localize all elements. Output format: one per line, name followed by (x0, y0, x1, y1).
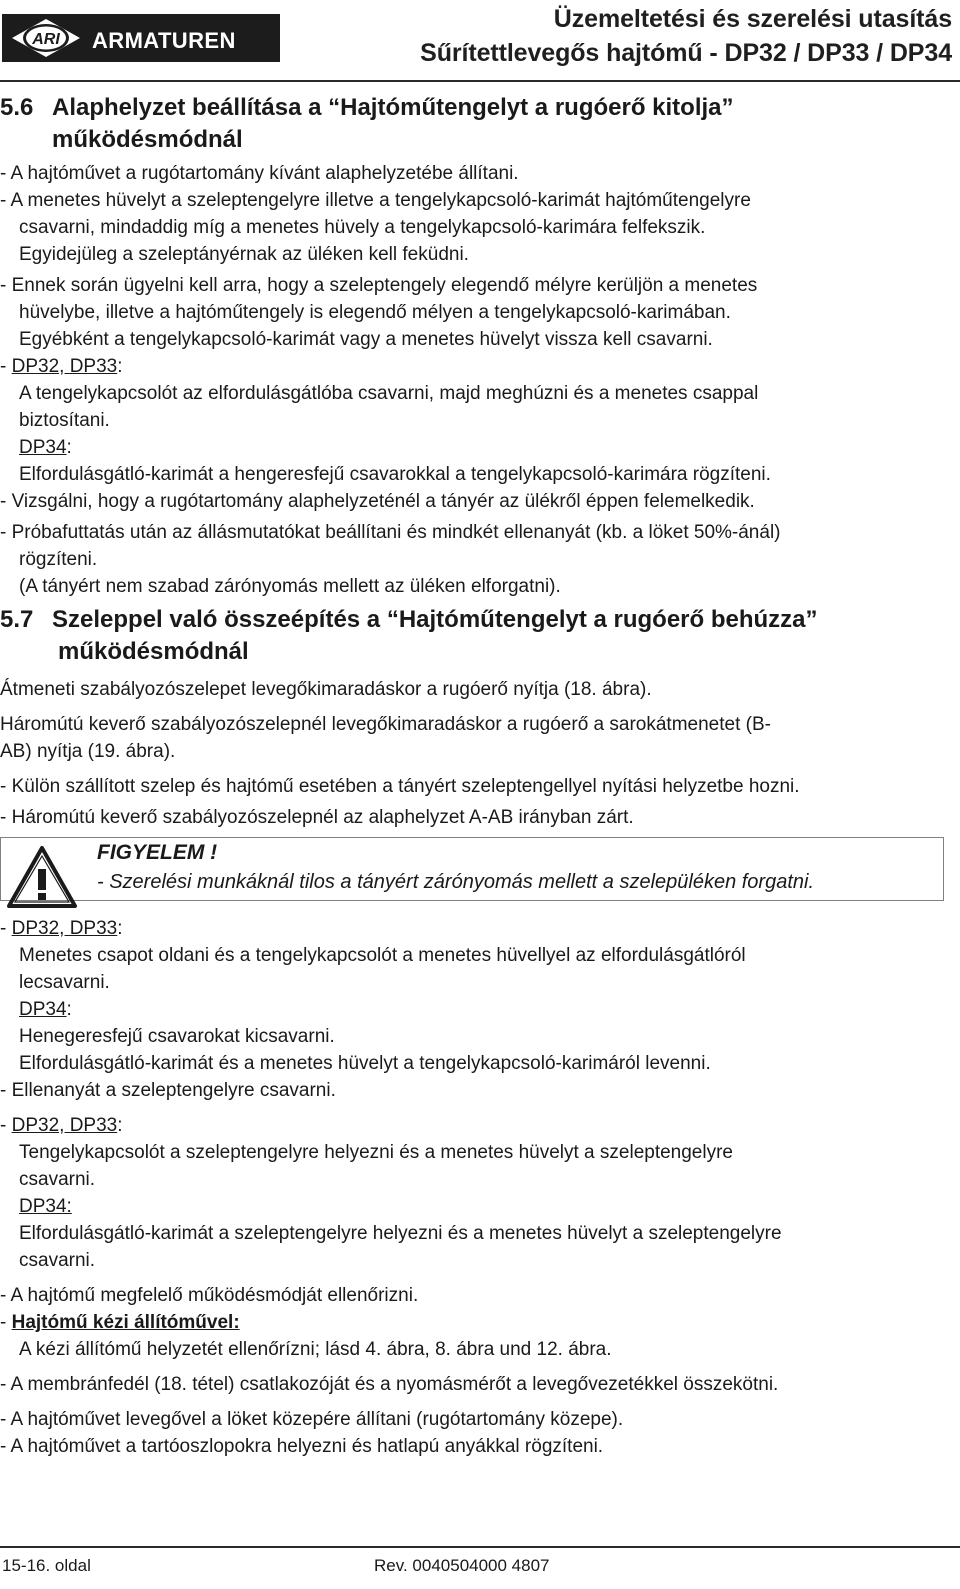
text-line: A tengelykapcsolót az elfordulásgátlóba csavarni, majd meghúzni és a menetes csappal (19, 383, 759, 404)
manual-adjuster-line: - Hajtómű kézi állítóművel: (0, 1312, 240, 1333)
text-line: - A menetes hüvelyt a szeleptengelyre illetve a tengelykapcsoló-karimát hajtóműtengelyre (0, 190, 751, 211)
text-line: biztosítani. (19, 410, 110, 431)
svg-text:ARI: ARI (32, 31, 60, 48)
text-line: - Ennek során ügyelni kell arra, hogy a szeleptengely elegendő mélyre kerüljön a menetes (0, 275, 758, 296)
text-line: AB) nyítja (19. ábra). (0, 741, 176, 762)
text-line: - Külön szállított szelep és hajtómű esetében a tányért szeleptengellyel nyítási helyzetbe hozni. (0, 776, 800, 797)
model-label: DP34 (19, 437, 67, 458)
section-title-line: Alaphelyzet beállítása a “Hajtóműtengelyt a rugóerő kitolja” (52, 94, 734, 121)
header-rule (0, 80, 960, 82)
text-line: Átmeneti szabályozószelepet levegőkimaradáskor a rugóerő nyítja (18. ábra). (0, 679, 652, 700)
manual-adjuster-label: Hajtómű kézi állítóművel: (11, 1312, 240, 1333)
model-label-line: DP34: (19, 999, 72, 1020)
text-line: Elfordulásgátló-karimát a szeleptengelyre helyezni és a menetes hüvelyt a szeleptengelyre (19, 1223, 782, 1244)
ari-armaturen-logo (2, 14, 280, 62)
model-label-line (0, 1193, 952, 1220)
text-line: Elfordulásgátló-karimát és a menetes hüvelyt a tengelykapcsoló-karimáról levenni. (19, 1053, 711, 1074)
text-line: Egyidejüleg a szeleptányérnak az üléken kell feküdni. (19, 244, 469, 265)
text-line: - A hajtómű megfelelő működésmódját ellenőrizni. (0, 1285, 419, 1306)
model-label: DP32, DP33 (11, 918, 118, 939)
text-line: - Háromútú keverő szabályozószelepnél az alaphelyzet A-AB irányban zárt. (0, 807, 634, 828)
warning-triangle-icon (6, 845, 78, 909)
text-line: - Próbafuttatás után az állásmutatókat beállítani és mindkét ellenanyát (kb. a löket 50%-ánál) (0, 522, 781, 543)
text-line: lecsavarni. (19, 972, 110, 993)
text-line: Háromútú keverő szabályozószelepnél levegőkimaradáskor a rugóerő a sarokátmenetet (B- (0, 714, 771, 735)
text-line: Egyébként a tengelykapcsoló-karimát vagy a menetes hüvelyt vissza kell csavarni. (19, 329, 713, 350)
text-line: csavarni, mindaddig míg a menetes hüvely a tengelykapcsoló-karimára felfekszik. (19, 217, 706, 238)
section-title-line: Szeleppel való összeépítés a “Hajtóműtengelyt a rugóerő behúzza” (52, 606, 818, 633)
section-number: 5.7 (0, 606, 34, 633)
text-line: rögzíteni. (19, 549, 98, 570)
text-line: hüvelybe, illetve a hajtóműtengely is elegendő mélyen a tengelykapcsoló-karimában. (19, 302, 731, 323)
section-5-7-body (0, 676, 952, 1460)
section-title-line: működésmódnál (52, 126, 243, 153)
text-line: - Vizsgálni, hogy a rugótartomány alaphelyzeténél a tányér az ülékről éppen felemelkedik. (0, 491, 755, 512)
model-label-line: - DP32, DP33: (0, 918, 123, 939)
revision-number: Rev. 0040504000 4807 (374, 1556, 550, 1575)
text-line: - A hajtóművet a rugótartomány kívánt alaphelyzetébe állítani. (0, 163, 519, 184)
model-label: DP34: (19, 1196, 72, 1217)
section-number: 5.6 (0, 94, 34, 121)
svg-text:ARMATUREN: ARMATUREN (92, 28, 236, 53)
text-line: csavarni. (19, 1169, 96, 1190)
document-title: Üzemeltetési és szerelési utasítás (553, 5, 952, 33)
text-line: Elfordulásgátló-karimát a hengeresfejű csavarokkal a tengelykapcsoló-karimára rögzíteni. (19, 464, 771, 485)
text-line: - A membránfedél (18. tétel) csatlakozóját és a nyomásmérőt a levegővezetékkel összekötni. (0, 1374, 779, 1395)
warning-text: - Szerelési munkáknál tilos a tányért zárónyomás mellett a szelepüléken forgatni. (97, 871, 815, 893)
model-label-line: - DP32, DP33: (0, 356, 123, 377)
document-subtitle: Sűrítettlevegős hajtómű - DP32 / DP33 / DP34 (420, 39, 952, 67)
model-label: DP32, DP33 (11, 1115, 118, 1136)
warning-box (0, 837, 944, 901)
text-line: csavarni. (19, 1250, 96, 1271)
document-body (0, 92, 952, 1460)
warning-title: FIGYELEM ! (97, 841, 218, 864)
text-line: A kézi állítómű helyzetét ellenőrízni; lásd 4. ábra, 8. ábra und 12. ábra. (19, 1339, 612, 1360)
text-line: (A tányért nem szabad zárónyomás mellett az üléken elforgatni). (19, 576, 561, 597)
model-label-line: DP34: (19, 437, 72, 458)
text-line: Henegeresfejű csavarokat kicsavarni. (19, 1026, 335, 1047)
text-line: - A hajtóművet a tartóoszlopokra helyezni és hatlapú anyákkal rögzíteni. (0, 1436, 604, 1457)
text-line: - Ellenanyát a szeleptengelyre csavarni. (0, 1080, 336, 1101)
section-5-7-heading (0, 604, 952, 668)
section-5-6-body (0, 160, 952, 600)
page-footer (0, 1546, 960, 1586)
text-line: Tengelykapcsolót a szeleptengelyre helyezni és a menetes hüvelyt a szeleptengelyre (19, 1142, 733, 1163)
page-number: 15-16. oldal (2, 1556, 91, 1575)
model-label-line: - DP32, DP33: (0, 1115, 123, 1136)
text-line: - A hajtóművet levegővel a löket közepére állítani (rugótartomány közepe). (0, 1409, 624, 1430)
page-header (0, 0, 960, 78)
text-line: Menetes csapot oldani és a tengelykapcsolót a menetes hüvellyel az elfordulásgátlóról (19, 945, 746, 966)
model-label: DP32, DP33 (11, 356, 118, 377)
section-5-6-heading (0, 92, 952, 156)
section-title-line: működésmódnál (58, 638, 249, 665)
model-label: DP34 (19, 999, 67, 1020)
